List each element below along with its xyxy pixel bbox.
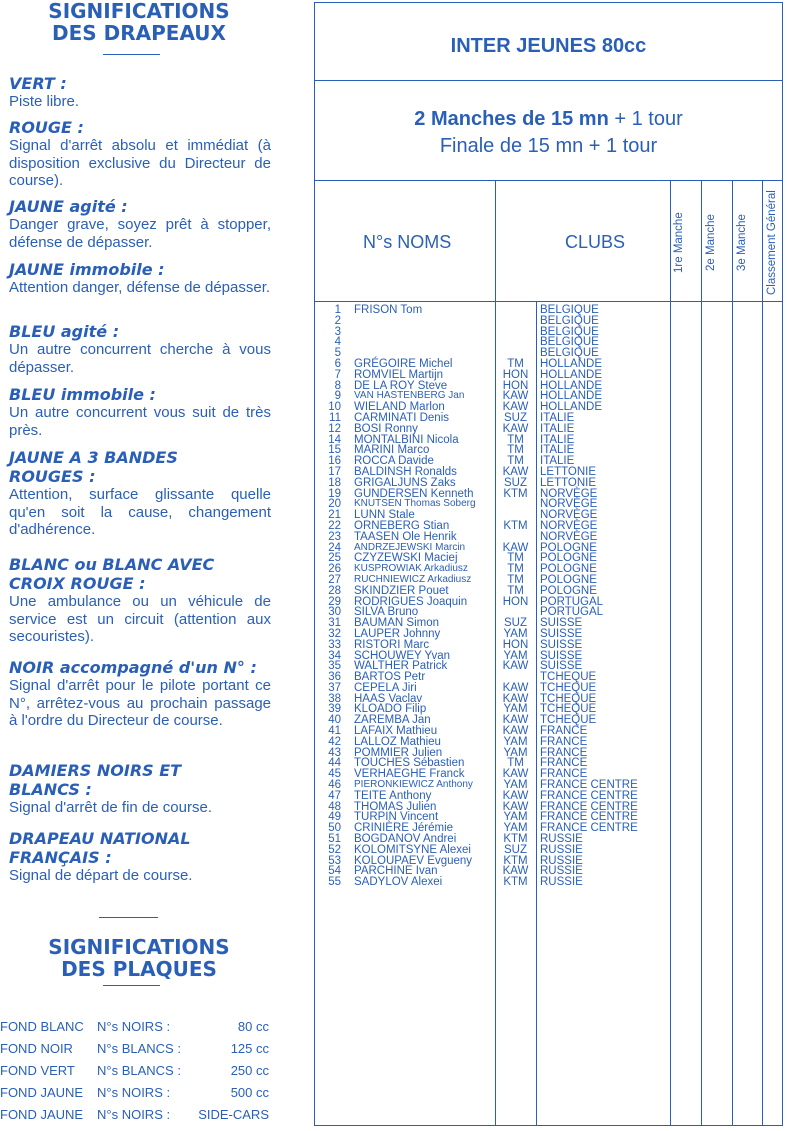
rider-club: NORVÈGE (540, 498, 598, 511)
rider-moto: KAW (502, 541, 529, 554)
rider-number: 5 (334, 347, 341, 360)
rider-name: VAN HASTENBERG Jan (354, 390, 465, 402)
rider-club: RUSSIE (540, 833, 583, 846)
flags-title-rule (103, 54, 160, 55)
rider-number: 48 (328, 800, 341, 813)
header-manche-1: 1re Manche (673, 212, 685, 274)
rider-name: LAFAIX Mathieu (354, 725, 438, 738)
rider-name: GUNDERSEN Kenneth (354, 487, 474, 500)
flag-rouge: ROUGE : Signal d'arrêt absolu et immédiat (à disposition exclusive du Directeur de course). (9, 118, 271, 189)
rider-name: RISTORI Marc (354, 638, 430, 651)
rider-name: FRISON Tom (354, 304, 423, 316)
rider-club: POLOGNE (540, 563, 597, 576)
rider-name: GRIGALJUNS Zaks (354, 476, 456, 489)
rider-name: WALTHER Patrick (354, 660, 448, 673)
rider-number: 30 (328, 606, 341, 619)
rider-moto: KTM (503, 876, 528, 889)
plate-row: FOND JAUNE N°s NOIRS : 500 cc (0, 1085, 269, 1100)
table-row (315, 532, 782, 543)
plate-row: FOND BLANC N°s NOIRS : 80 cc (0, 1019, 269, 1034)
rider-moto: YAM (503, 811, 528, 824)
rider-moto: TM (507, 455, 524, 468)
final-format: Finale de 15 mn + 1 tour (439, 135, 658, 157)
rider-moto: KTM (503, 519, 528, 532)
rider-moto: KAW (502, 768, 529, 781)
rider-name: SILVA Bruno (354, 606, 419, 619)
rider-name: CZYZEWSKI Maciej (354, 552, 458, 565)
rider-moto: YAM (503, 627, 528, 640)
rider-moto: YAM (503, 779, 528, 792)
rider-number: 55 (328, 876, 341, 889)
rider-number: 31 (328, 617, 341, 630)
rider-number: 9 (334, 390, 341, 403)
rider-moto: KAW (502, 800, 529, 813)
rider-name: LUNN Stale (354, 509, 415, 522)
rider-number: 8 (334, 379, 341, 392)
rider-number: 43 (328, 746, 341, 759)
rider-number: 41 (328, 725, 341, 738)
rider-club: BELGIQUE (540, 304, 599, 316)
table-row (315, 640, 782, 651)
header-manche-3: 3e Manche (736, 214, 748, 272)
rider-name: DE LA ROY Steve (354, 379, 448, 392)
rider-club: FRANCE (540, 768, 588, 781)
rider-name: SKINDZIER Pouet (354, 584, 449, 597)
rider-club: BELGIQUE (540, 347, 599, 360)
rider-club: LETTONIE (540, 476, 597, 489)
rider-club: NORVÈGE (540, 487, 598, 500)
event-title: INTER JEUNES 80cc (450, 35, 647, 57)
rider-name: SCHOUWEY Yvan (354, 649, 451, 662)
rider-number: 28 (328, 584, 341, 597)
rider-moto: SUZ (504, 843, 527, 856)
rider-club: ITALIE (540, 422, 575, 435)
rider-moto: HON (502, 379, 529, 392)
rider-number: 34 (328, 649, 341, 662)
rider-moto: TM (507, 433, 524, 446)
rider-moto: YAM (503, 822, 528, 835)
rider-name: PARCHINE Ivan (354, 865, 438, 878)
rider-name: TOUCHES Sébastien (354, 757, 465, 770)
rider-number: 32 (328, 627, 341, 640)
rider-number: 47 (328, 789, 341, 802)
rider-club: BELGIQUE (540, 336, 599, 349)
rider-moto: TM (507, 757, 524, 770)
rider-moto: TM (507, 444, 524, 457)
rider-number: 26 (328, 563, 341, 576)
rider-name: MARINI Marco (354, 444, 430, 457)
rider-name: KNUTSEN Thomas Soberg (354, 498, 476, 510)
flag-noir-numero: NOIR accompagné d'un N° : Signal d'arrêt pour le pilote portant ce N°, arrêtez-vous au prochain passage à l'ordre du Directeur de course. (9, 658, 271, 729)
flag-blanc-croix-rouge: BLANC ou BLANC AVEC CROIX ROUGE : Une ambulance ou un véhicule de service est un circuit (attention aux secouristes). (9, 555, 271, 645)
rider-moto: KTM (503, 854, 528, 867)
rider-club: ITALIE (540, 411, 575, 424)
flag-drapeau-national: DRAPEAU NATIONAL FRANÇAIS : Signal de départ de course. (9, 829, 193, 884)
flag-bleu-immobile: BLEU immobile : Un autre concurrent vous suit de très près. (9, 385, 271, 439)
rider-moto: KAW (502, 692, 529, 705)
rider-number: 52 (328, 843, 341, 856)
rider-number: 2 (334, 314, 341, 327)
rider-number: 39 (328, 703, 341, 716)
header-divider (315, 180, 782, 181)
rider-club: HOLLANDE (540, 401, 602, 414)
rider-number: 23 (328, 530, 341, 543)
rider-rows (315, 305, 782, 888)
rider-moto: KAW (502, 390, 529, 403)
rider-moto: YAM (503, 649, 528, 662)
rider-club: PORTUGAL (540, 606, 604, 619)
rider-number: 53 (328, 854, 341, 867)
rider-moto: KAW (502, 660, 529, 673)
rider-moto: KAW (502, 725, 529, 738)
rider-number: 37 (328, 681, 341, 694)
rider-moto: KAW (502, 714, 529, 727)
rider-club: RUSSIE (540, 865, 583, 878)
rider-club: FRANCE CENTRE (540, 811, 638, 824)
rider-number: 3 (334, 325, 341, 338)
rider-club: BELGIQUE (540, 325, 599, 338)
rider-name: TEITE Anthony (354, 789, 432, 802)
rider-club: FRANCE CENTRE (540, 789, 638, 802)
plates-top-rule (99, 917, 158, 918)
rider-club: NORVÈGE (540, 530, 598, 543)
rider-moto: KAW (502, 865, 529, 878)
header-classement: Classement Général (766, 190, 778, 296)
rider-club: PORTUGAL (540, 595, 604, 608)
rider-number: 14 (328, 433, 341, 446)
rider-moto: TM (507, 563, 524, 576)
rider-name: POMMIER Julien (354, 746, 443, 759)
rider-name: RODRIGUES Joaquin (354, 595, 468, 608)
flag-bleu-agite: BLEU agité : Un autre concurrent cherche à vous dépasser. (9, 322, 271, 376)
rider-name: HAAS Vaclav (354, 692, 423, 705)
rider-club: TCHEQUE (540, 714, 597, 727)
rider-name: ORNEBERG Stian (354, 519, 450, 532)
rider-number: 42 (328, 735, 341, 748)
rider-club: HOLLANDE (540, 368, 602, 381)
rider-number: 16 (328, 455, 341, 468)
rider-moto: KTM (503, 487, 528, 500)
rider-club: FRANCE CENTRE (540, 822, 638, 835)
race-format: 2 Manches de 15 mn + 1 tour (414, 108, 683, 130)
rider-name: TAASEN Ole Henrik (354, 530, 457, 543)
flag-jaune-agite: JAUNE agité : Danger grave, soyez prêt à stopper, défense de dépasser. (9, 197, 271, 251)
rider-number: 51 (328, 833, 341, 846)
rider-number: 36 (328, 671, 341, 684)
rider-number: 35 (328, 660, 341, 673)
plate-row: FOND NOIR N°s BLANCS : 125 cc (0, 1041, 269, 1056)
rider-number: 10 (328, 401, 341, 414)
rider-moto: HON (502, 368, 529, 381)
rider-club: FRANCE (540, 725, 588, 738)
table-row (315, 586, 782, 597)
rider-club: SUISSE (540, 627, 583, 640)
rider-name: ANDRZEJEWSKI Marcin (354, 541, 466, 553)
rider-number: 38 (328, 692, 341, 705)
flag-damiers: DAMIERS NOIRS ET BLANCS : Signal d'arrêt de fin de course. (9, 761, 212, 816)
rider-club: RUSSIE (540, 854, 583, 867)
rider-number: 40 (328, 714, 341, 727)
rider-club: TCHEQUE (540, 681, 597, 694)
rider-number: 45 (328, 768, 341, 781)
rider-name: BOGDANOV Andrei (354, 833, 457, 846)
rider-club: SUISSE (540, 649, 583, 662)
rider-number: 12 (328, 422, 341, 435)
rider-club: RUSSIE (540, 876, 583, 889)
rider-name: KOLOUPAEV Evgueny (354, 854, 473, 867)
rider-club: POLOGNE (540, 552, 597, 565)
table-row (315, 424, 782, 435)
plates-section-title: SIGNIFICATIONS DES PLAQUES (48, 935, 230, 981)
header-clubs: CLUBS (565, 232, 626, 252)
rider-name: BARTOS Petr (354, 671, 426, 684)
rider-club: POLOGNE (540, 584, 597, 597)
flags-section-title: SIGNIFICATIONS DES DRAPEAUX (48, 0, 230, 45)
rider-club: HOLLANDE (540, 379, 602, 392)
rider-club: ITALIE (540, 455, 575, 468)
rider-number: 25 (328, 552, 341, 565)
rider-number: 19 (328, 487, 341, 500)
rider-moto: SUZ (504, 411, 527, 424)
rider-number: 4 (334, 336, 341, 349)
rider-name: THOMAS Julien (354, 800, 437, 813)
rider-name: PIERONKIEWICZ Anthony (354, 779, 473, 791)
rider-club: NORVÈGE (540, 509, 598, 522)
table-header-divider (315, 301, 782, 302)
rider-name: RUCHNIEWICZ Arkadiusz (354, 573, 472, 585)
plate-row: FOND VERT N°s BLANCS : 250 cc (0, 1063, 269, 1078)
rider-club: TCHEQUE (540, 692, 597, 705)
table-row (315, 478, 782, 489)
rider-moto: KAW (502, 401, 529, 414)
rider-moto: KAW (502, 681, 529, 694)
rider-number: 29 (328, 595, 341, 608)
rider-club: TCHEQUE (540, 703, 597, 716)
rider-name: GRÉGOIRE Michel (354, 357, 453, 370)
flag-vert: VERT : Piste libre. (9, 74, 80, 110)
table-row (315, 370, 782, 381)
rider-name: ROCCA Davide (354, 455, 434, 468)
rider-name: WIELAND Marlon (354, 401, 445, 414)
flag-jaune-3-bandes-rouges: JAUNE A 3 BANDES ROUGES : Attention, surface glissante quelle qu'en soit la cause, changement d'adhérence. (9, 448, 271, 538)
rider-moto: SUZ (504, 617, 527, 630)
title-divider (315, 80, 782, 81)
rider-name: KLOADO Filip (354, 703, 427, 716)
rider-moto: HON (502, 595, 529, 608)
rider-moto: KTM (503, 833, 528, 846)
rider-moto: YAM (503, 703, 528, 716)
table-row (315, 316, 782, 327)
rider-club: TCHEQUE (540, 671, 597, 684)
rider-moto: KAW (502, 789, 529, 802)
rider-name: TURPIN Vincent (354, 811, 439, 824)
rider-club: SUISSE (540, 638, 583, 651)
rider-name: CARMINATI Denis (354, 411, 449, 424)
rider-club: NORVÈGE (540, 519, 598, 532)
rider-club: FRANCE CENTRE (540, 800, 638, 813)
rider-name: LAUPER Johnny (354, 627, 441, 640)
rider-number: 46 (328, 779, 341, 792)
rider-number: 20 (328, 498, 341, 511)
rider-name: CRINIÈRE Jérémie (354, 822, 454, 835)
rider-number: 18 (328, 476, 341, 489)
rider-name: BAUMAN Simon (354, 617, 439, 630)
rider-moto: TM (507, 357, 524, 370)
rider-club: HOLLANDE (540, 357, 602, 370)
rider-number: 27 (328, 573, 341, 586)
rider-name: KUSPROWIAK Arkadiusz (354, 563, 468, 575)
rider-club: FRANCE (540, 735, 588, 748)
rider-moto: HON (502, 638, 529, 651)
rider-number: 50 (328, 822, 341, 835)
rider-number: 49 (328, 811, 341, 824)
rider-number: 54 (328, 865, 341, 878)
rider-moto: YAM (503, 746, 528, 759)
rider-club: POLOGNE (540, 541, 597, 554)
entry-list-box (314, 2, 783, 1126)
rider-moto: KAW (502, 422, 529, 435)
header-manche-2: 2e Manche (705, 214, 717, 272)
rider-club: RUSSIE (540, 843, 583, 856)
rider-club: POLOGNE (540, 573, 597, 586)
rider-name: KOLOMITSYNE Alexei (354, 843, 471, 856)
rider-name: CEPELA Jiri (354, 681, 417, 694)
rider-club: FRANCE CENTRE (540, 779, 638, 792)
rider-number: 15 (328, 444, 341, 457)
rider-club: LETTONIE (540, 465, 597, 478)
rider-moto: SUZ (504, 476, 527, 489)
plates-title-rule (103, 985, 160, 986)
rider-moto: TM (507, 552, 524, 565)
rider-moto: YAM (503, 735, 528, 748)
rider-name: BALDINSH Ronalds (354, 465, 457, 478)
rider-name: MONTALBINI Nicola (354, 433, 459, 446)
rider-number: 6 (334, 357, 341, 370)
rider-club: HOLLANDE (540, 390, 602, 403)
rider-number: 22 (328, 519, 341, 532)
header-nos-noms: N°s NOMS (363, 232, 452, 252)
rider-club: ITALIE (540, 444, 575, 457)
rider-moto: TM (507, 584, 524, 597)
rider-number: 17 (328, 465, 341, 478)
rider-number: 24 (328, 541, 341, 554)
rider-name: VERHAEGHE Franck (354, 768, 465, 781)
plates-table (0, 1016, 275, 1126)
rider-moto: KAW (502, 465, 529, 478)
rider-number: 33 (328, 638, 341, 651)
rider-number: 1 (334, 304, 341, 316)
rider-club: SUISSE (540, 660, 583, 673)
rider-club: FRANCE (540, 757, 588, 770)
rider-club: ITALIE (540, 433, 575, 446)
rider-number: 44 (328, 757, 341, 770)
rider-name: ZAREMBA Jan (354, 714, 431, 727)
rider-club: FRANCE (540, 746, 588, 759)
table-row (315, 877, 782, 888)
rider-number: 7 (334, 368, 341, 381)
rider-moto: TM (507, 573, 524, 586)
rider-club: SUISSE (540, 617, 583, 630)
rider-number: 11 (329, 411, 341, 424)
rider-club: BELGIQUE (540, 314, 599, 327)
rider-name: BOSI Ronny (354, 422, 418, 435)
plate-row: FOND JAUNE N°s NOIRS : SIDE-CARS (0, 1107, 269, 1122)
rider-name: ROMVIEL Martijn (354, 368, 444, 381)
rider-number: 21 (328, 509, 341, 522)
rider-name: SADYLOV Alexei (354, 876, 443, 889)
flag-meanings-column (0, 0, 290, 1131)
rider-name: LALLOZ Mathieu (354, 735, 441, 748)
flag-jaune-immobile: JAUNE immobile : Attention danger, défense de dépasser. (9, 260, 271, 296)
